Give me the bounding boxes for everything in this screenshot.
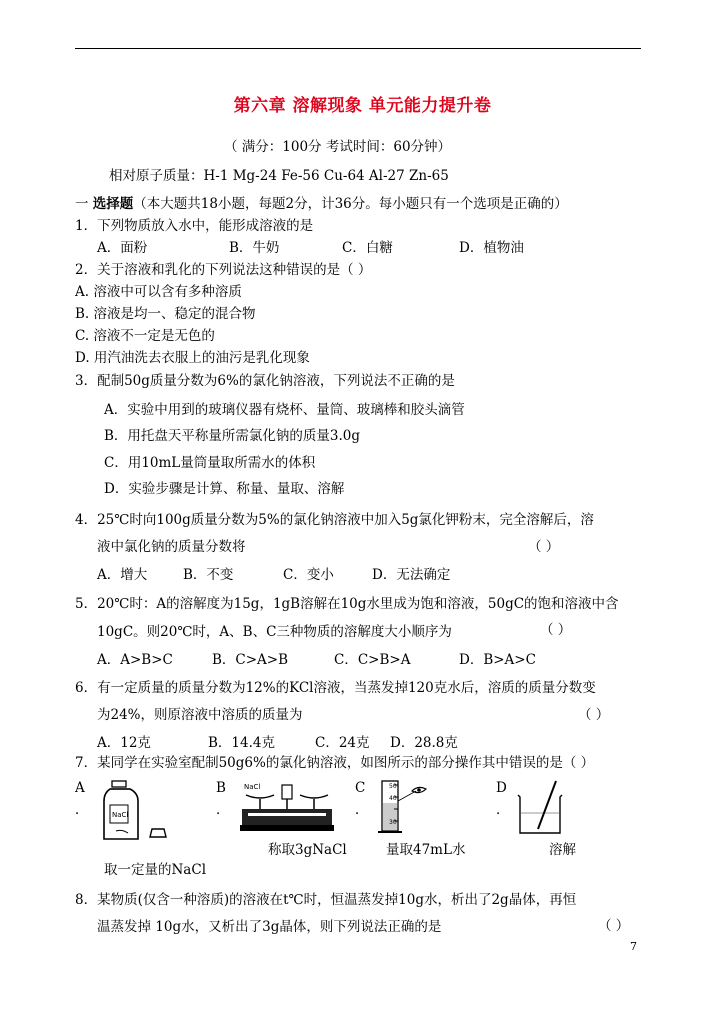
q5-option-a: A．A>B>C	[97, 652, 173, 668]
section-name: 选择题	[92, 196, 134, 212]
figure-beaker-stirring	[512, 779, 572, 839]
q7-letter-d: D	[496, 780, 507, 796]
q2-option-b: B. 溶液是均一、稳定的混合物	[75, 306, 256, 322]
cylinder-mark-bot: 30	[389, 819, 397, 826]
cylinder-mark-mid: 40	[389, 795, 397, 802]
q4-option-b: B．不变	[183, 567, 234, 583]
section-heading	[75, 196, 568, 212]
q3-option-a: A．实验中用到的玻璃仪器有烧杯、量筒、玻璃棒和胶头滴管	[104, 402, 465, 418]
atomic-masses: 相对原子质量：H-1 Mg-24 Fe-56 Cu-64 Al-27 Zn-65	[109, 168, 449, 184]
q7-caption-a: 取一定量的NaCl	[104, 862, 207, 878]
q7-dot-d: ．	[496, 802, 510, 818]
q7-caption-c: 量取47mL水	[386, 842, 466, 858]
balance-label: NaCl	[244, 783, 261, 791]
q5-option-d: D．B>A>C	[459, 652, 536, 668]
q7-stem: 7．某同学在实验室配制50g6%的氯化钠溶液，如图所示的部分操作其中错误的是（ ）	[75, 755, 595, 771]
q7-letter-a: A	[75, 780, 85, 796]
q6-line-1: 6．有一定质量的质量分数为12%的KCl溶液，当蒸发掉120克水后，溶质的质量分数变	[75, 680, 596, 696]
q4-option-c: C．变小	[283, 567, 334, 583]
q4-line-2: 液中氯化钠的质量分数将	[97, 539, 246, 555]
q6-option-d: D．28.8克	[390, 735, 458, 751]
q8-line-1: 8．某物质(仅含一种溶质)的溶液在t℃时，恒温蒸发掉10g水，析出了2g晶体，再恒	[75, 892, 577, 908]
q3-option-c: C．用10mL量筒量取所需水的体积	[104, 455, 316, 471]
q5-answer-paren: （ ）	[540, 622, 572, 638]
q8-answer-paren: （ ）	[598, 918, 630, 934]
q4-line-1: 4．25℃时向100g质量分数为5%的氯化钠溶液中加入5g氯化钾粉末，完全溶解后，溶	[75, 512, 594, 528]
q3-option-b: B．用托盘天平称量所需氯化钠的质量3.0g	[104, 428, 361, 444]
cylinder-mark-top: 50	[389, 783, 397, 790]
q1-option-c: C．白糖	[342, 240, 393, 256]
q2-option-c: C. 溶液不一定是无色的	[75, 328, 215, 344]
q1-option-a: A．面粉	[97, 240, 148, 256]
q6-option-b: B．14.4克	[208, 735, 275, 751]
figure-balance	[238, 779, 338, 835]
q2-stem: 2．关于溶液和乳化的下列说法这种错误的是（ ）	[75, 262, 372, 278]
q2-option-a: A. 溶液中可以含有多种溶质	[75, 284, 242, 300]
q7-caption-d: 溶解	[549, 842, 576, 858]
q7-dot-b: ．	[216, 802, 230, 818]
page-title: 第六章 溶解现象 单元能力提升卷	[233, 96, 492, 116]
q8-line-2: 温蒸发掉 10g水，又析出了3g晶体，则下列说法正确的是	[97, 919, 442, 935]
section-prefix: 一	[75, 196, 93, 212]
q6-option-c: C．24克	[315, 735, 370, 751]
q4-option-d: D．无法确定	[372, 567, 451, 583]
header-rule	[75, 48, 641, 49]
exam-info: （ 满分：100分 考试时间：60分钟）	[224, 139, 452, 155]
q5-option-b: B．C>A>B	[212, 652, 289, 668]
q6-answer-paren: （ ）	[578, 707, 610, 723]
q3-stem: 3．配制50g质量分数为6%的氯化钠溶液，下列说法不正确的是	[75, 373, 455, 389]
q7-caption-b: 称取3gNaCl	[268, 842, 347, 858]
page-number: 7	[630, 940, 637, 953]
q7-dot-c: ．	[355, 802, 369, 818]
q6-line-2: 为24%，则原溶液中溶质的质量为	[97, 707, 303, 723]
q5-line-2: 10gC。则20℃时，A、B、C三种物质的溶解度大小顺序为	[97, 624, 452, 640]
q5-option-c: C．C>B>A	[334, 652, 411, 668]
section-desc: （本大题共18小题，每题2分，计36分。每小题只有一个选项是正确的）	[133, 196, 568, 212]
figure-reagent-bottle	[100, 779, 180, 843]
q3-option-d: D．实验步骤是计算、称量、量取、溶解	[104, 481, 345, 497]
q2-option-d: D. 用汽油洗去衣服上的油污是乳化现象	[75, 350, 310, 366]
q6-option-a: A．12克	[97, 735, 151, 751]
q7-dot-a: ．	[75, 802, 89, 818]
figure-graduated-cylinder	[376, 779, 436, 835]
q4-option-a: A．增大	[97, 567, 148, 583]
q5-line-1: 5．20℃时：A的溶解度为15g，1gB溶解在10g水里成为饱和溶液，50gC的饱和溶液中含	[75, 596, 619, 612]
bottle-label: NaCl	[112, 811, 129, 819]
q1-option-d: D．植物油	[459, 240, 524, 256]
q1-stem: 1．下列物质放入水中，能形成溶液的是	[75, 218, 314, 234]
q7-letter-b: B	[216, 780, 226, 796]
q4-answer-paren: （ ）	[528, 539, 560, 555]
q1-option-b: B．牛奶	[229, 240, 280, 256]
q7-letter-c: C	[355, 780, 366, 796]
